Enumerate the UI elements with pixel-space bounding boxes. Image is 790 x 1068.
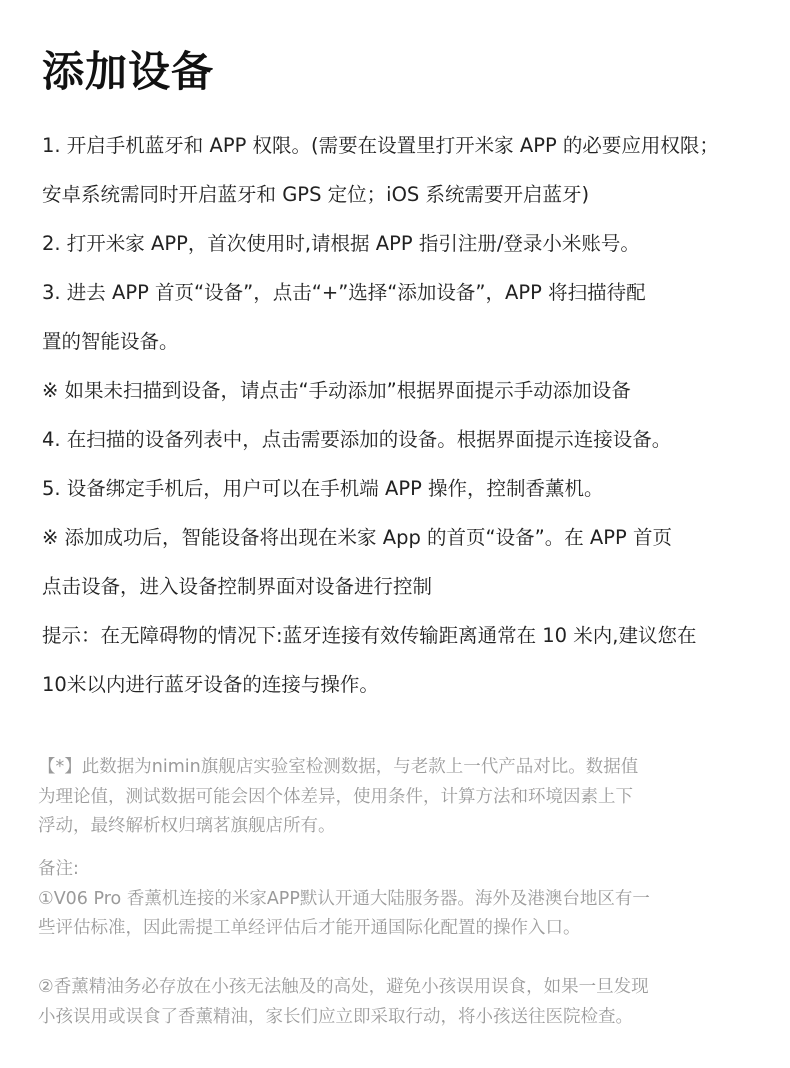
step-line: ※ 添加成功后，智能设备将出现在米家 App 的首页“设备”。在 APP 首页 bbox=[42, 526, 672, 549]
step-line: ※ 如果未扫描到设备，请点击“手动添加”根据界面提示手动添加设备 bbox=[42, 379, 631, 402]
notes-section bbox=[38, 855, 758, 1032]
step-line: 3. 进去 APP 首页“设备”，点击“+”选择“添加设备”，APP 将扫描待配 bbox=[42, 281, 646, 304]
note-line: 些评估标准，因此需提工单经评估后才能开通国际化配置的操作入口。 bbox=[38, 918, 581, 938]
step-line: 1. 开启手机蓝牙和 APP 权限。(需要在设置里打开米家 APP 的必要应用权限； bbox=[42, 134, 719, 157]
step-line: 提示：在无障碍物的情况下:蓝牙连接有效传输距离通常在 10 米内,建议您在 bbox=[42, 624, 697, 647]
note-line: ①V06 Pro 香薰机连接的米家APP默认开通大陆服务器。海外及港澳台地区有一 bbox=[38, 888, 650, 909]
notes-heading: 备注: bbox=[38, 859, 79, 879]
note-spacer bbox=[38, 944, 758, 974]
data-disclaimer bbox=[38, 753, 758, 842]
disclaimer-line: 【*】此数据为nimin旗舰店实验室检测数据，与老款上一代产品对比。数据值 bbox=[38, 757, 639, 777]
step-line: 4. 在扫描的设备列表中，点击需要添加的设备。根据界面提示连接设备。 bbox=[42, 428, 672, 451]
disclaimer-line: 为理论值，测试数据可能会因个体差异，使用条件，计算方法和环境因素上下 bbox=[38, 786, 633, 807]
step-line: 点击设备，进入设备控制界面对设备进行控制 bbox=[42, 575, 433, 598]
step-line: 2. 打开米家 APP，首次使用时,请根据 APP 指引注册/登录小米账号。 bbox=[42, 232, 640, 255]
note-line: ②香薰精油务必存放在小孩无法触及的高处，避免小孩误用误食，如果一旦发现 bbox=[38, 977, 649, 997]
step-line: 置的智能设备。 bbox=[42, 330, 179, 353]
disclaimer-line: 浮动，最终解析权归璃茗旗舰店所有。 bbox=[38, 816, 336, 836]
step-line: 安卓系统需同时开启蓝牙和 GPS 定位；iOS 系统需要开启蓝牙) bbox=[42, 183, 590, 206]
note-line: 小孩误用或误食了香薰精油，家长们应立即采取行动，将小孩送往医院检查。 bbox=[38, 1006, 633, 1027]
step-line: 5. 设备绑定手机后，用户可以在手机端 APP 操作，控制香薰机。 bbox=[42, 477, 604, 500]
instruction-steps bbox=[42, 121, 762, 709]
step-line: 10米以内进行蓝牙设备的连接与操作。 bbox=[42, 673, 379, 696]
page-title: 添加设备 bbox=[42, 47, 215, 96]
